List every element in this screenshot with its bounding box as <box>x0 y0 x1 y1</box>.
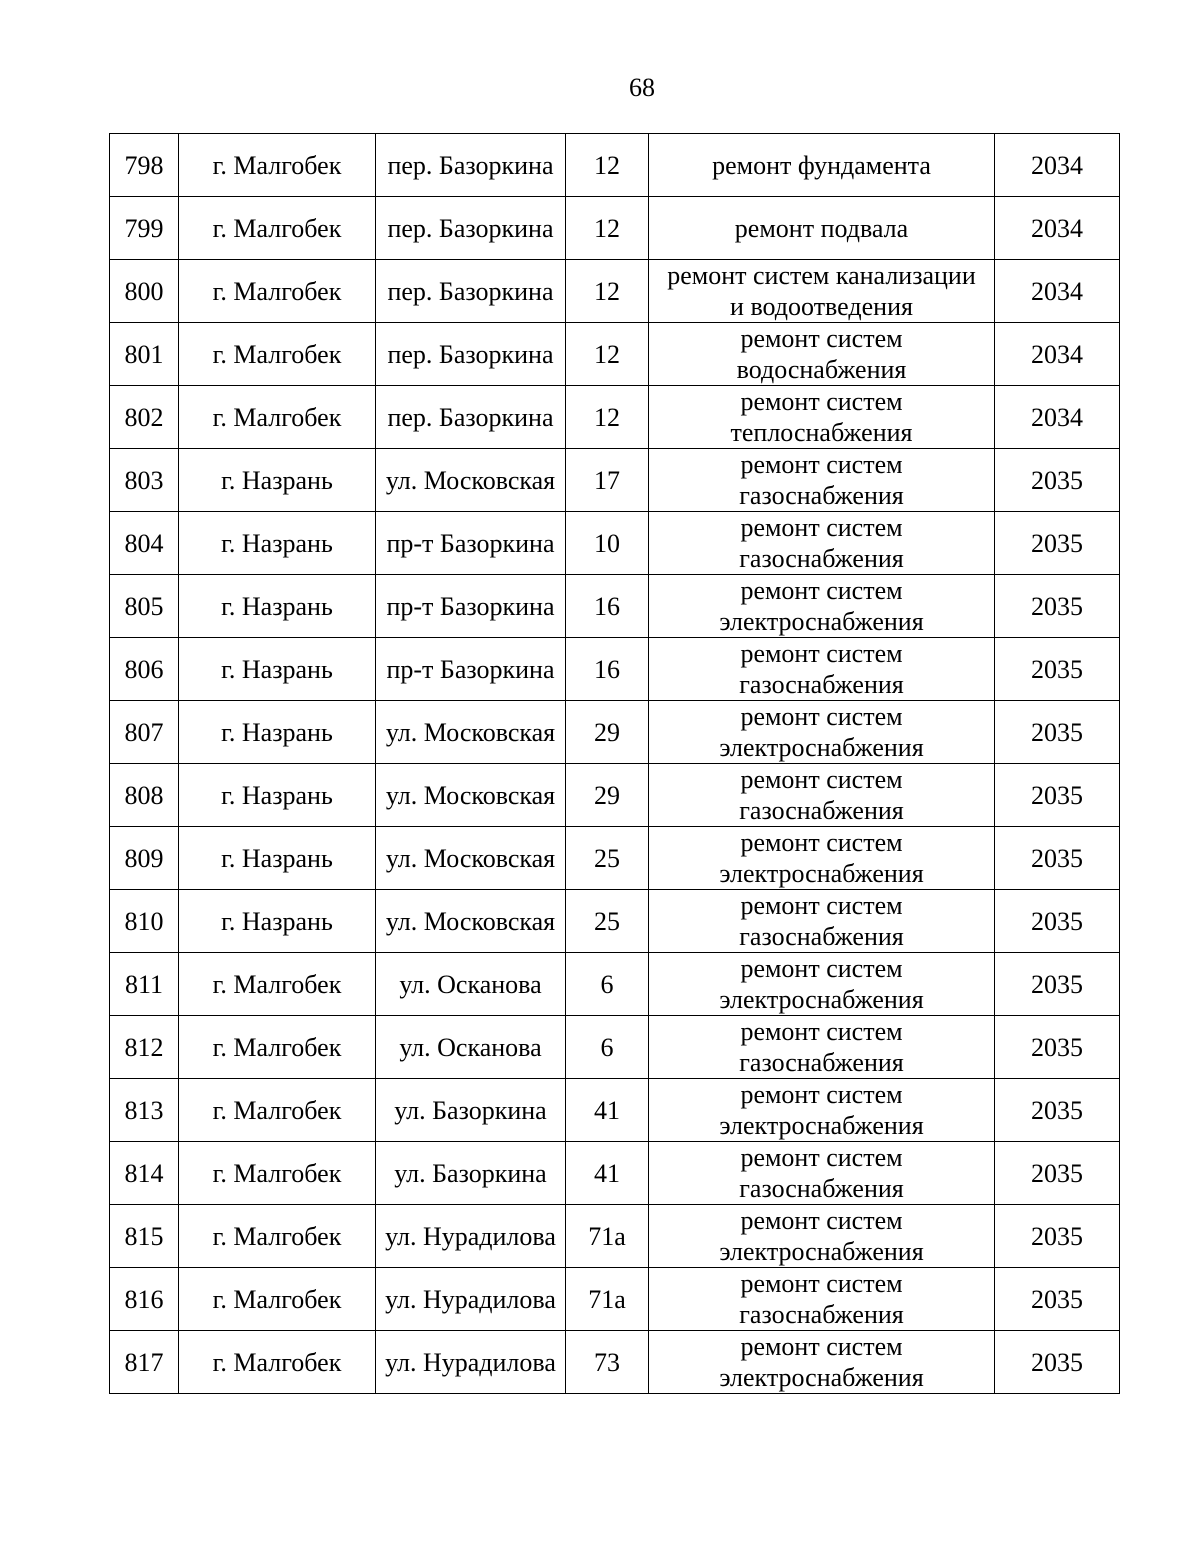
city: г. Назрань <box>179 890 376 953</box>
work-type-line2: газоснабжения <box>739 1174 904 1203</box>
house-number: 41 <box>566 1079 649 1142</box>
house-number: 71а <box>566 1205 649 1268</box>
street: ул. Московская <box>376 701 566 764</box>
year: 2035 <box>995 1205 1120 1268</box>
street: ул. Осканова <box>376 1016 566 1079</box>
work-type-line1: ремонт систем канализации <box>667 261 976 290</box>
row-number: 805 <box>110 575 179 638</box>
city: г. Малгобек <box>179 1079 376 1142</box>
table-row <box>110 638 1120 701</box>
row-number: 807 <box>110 701 179 764</box>
work-type-line1: ремонт фундамента <box>712 150 931 180</box>
row-number: 809 <box>110 827 179 890</box>
year: 2035 <box>995 764 1120 827</box>
street: пер. Базоркина <box>376 386 566 449</box>
row-number: 812 <box>110 1016 179 1079</box>
house-number: 12 <box>566 134 649 197</box>
table-row <box>110 575 1120 638</box>
work-type <box>649 1205 995 1268</box>
work-type <box>649 827 995 890</box>
city: г. Малгобек <box>179 1205 376 1268</box>
year: 2035 <box>995 953 1120 1016</box>
row-number: 808 <box>110 764 179 827</box>
work-type-line2: водоснабжения <box>736 355 907 384</box>
city: г. Назрань <box>179 827 376 890</box>
work-type-line1: ремонт систем <box>740 1143 903 1172</box>
table-row <box>110 449 1120 512</box>
work-type-line2: электроснабжения <box>719 607 924 636</box>
year: 2035 <box>995 512 1120 575</box>
work-type <box>649 323 995 386</box>
row-number: 804 <box>110 512 179 575</box>
work-type-line1: ремонт систем <box>740 1017 903 1046</box>
row-number: 810 <box>110 890 179 953</box>
row-number: 798 <box>110 134 179 197</box>
work-type-line1: ремонт систем <box>740 450 903 479</box>
city: г. Назрань <box>179 638 376 701</box>
street: ул. Осканова <box>376 953 566 1016</box>
house-number: 12 <box>566 197 649 260</box>
table-row <box>110 1079 1120 1142</box>
city: г. Назрань <box>179 449 376 512</box>
year: 2034 <box>995 197 1120 260</box>
table-row <box>110 134 1120 197</box>
street: ул. Нурадилова <box>376 1331 566 1394</box>
row-number: 803 <box>110 449 179 512</box>
city: г. Малгобек <box>179 953 376 1016</box>
work-type-line1: ремонт систем <box>740 1080 903 1109</box>
house-number: 12 <box>566 323 649 386</box>
work-type <box>649 638 995 701</box>
table-row <box>110 1331 1120 1394</box>
work-type <box>649 197 995 260</box>
work-type-line1: ремонт систем <box>740 387 903 416</box>
table-row <box>110 764 1120 827</box>
work-type-line1: ремонт систем <box>740 576 903 605</box>
house-number: 12 <box>566 260 649 323</box>
work-type <box>649 1331 995 1394</box>
row-number: 814 <box>110 1142 179 1205</box>
table-row <box>110 890 1120 953</box>
table-row <box>110 512 1120 575</box>
year: 2034 <box>995 323 1120 386</box>
work-type-line1: ремонт систем <box>740 1332 903 1361</box>
house-number: 16 <box>566 638 649 701</box>
house-number: 73 <box>566 1331 649 1394</box>
street: ул. Базоркина <box>376 1142 566 1205</box>
row-number: 802 <box>110 386 179 449</box>
street: ул. Московская <box>376 449 566 512</box>
work-type-line2: газоснабжения <box>739 1048 904 1077</box>
table-row <box>110 197 1120 260</box>
work-type-line1: ремонт систем <box>740 891 903 920</box>
table-row <box>110 1142 1120 1205</box>
work-type-line2: газоснабжения <box>739 1300 904 1329</box>
work-type <box>649 1142 995 1205</box>
work-type-line2: электроснабжения <box>719 985 924 1014</box>
city: г. Малгобек <box>179 1016 376 1079</box>
city: г. Малгобек <box>179 323 376 386</box>
city: г. Малгобек <box>179 1268 376 1331</box>
year: 2035 <box>995 575 1120 638</box>
table-row <box>110 323 1120 386</box>
house-number: 29 <box>566 764 649 827</box>
street: пер. Базоркина <box>376 260 566 323</box>
city: г. Назрань <box>179 512 376 575</box>
table-row <box>110 1268 1120 1331</box>
work-type <box>649 701 995 764</box>
year: 2035 <box>995 827 1120 890</box>
house-number: 25 <box>566 890 649 953</box>
repair-schedule-table <box>109 133 1120 1394</box>
street: пр-т Базоркина <box>376 575 566 638</box>
work-type-line1: ремонт систем <box>740 765 903 794</box>
work-type-line2: электроснабжения <box>719 1111 924 1140</box>
work-type <box>649 953 995 1016</box>
table-row <box>110 827 1120 890</box>
street: ул. Московская <box>376 764 566 827</box>
year: 2035 <box>995 1079 1120 1142</box>
year: 2035 <box>995 449 1120 512</box>
table-body <box>110 134 1120 1394</box>
city: г. Малгобек <box>179 197 376 260</box>
year: 2035 <box>995 1268 1120 1331</box>
work-type <box>649 449 995 512</box>
street: пер. Базоркина <box>376 197 566 260</box>
city: г. Назрань <box>179 575 376 638</box>
city: г. Малгобек <box>179 1142 376 1205</box>
house-number: 6 <box>566 953 649 1016</box>
table-row <box>110 701 1120 764</box>
work-type <box>649 764 995 827</box>
work-type-line1: ремонт систем <box>740 639 903 668</box>
work-type-line1: ремонт систем <box>740 324 903 353</box>
year: 2035 <box>995 1331 1120 1394</box>
row-number: 816 <box>110 1268 179 1331</box>
city: г. Назрань <box>179 764 376 827</box>
house-number: 29 <box>566 701 649 764</box>
house-number: 16 <box>566 575 649 638</box>
street: ул. Базоркина <box>376 1079 566 1142</box>
work-type-line2: газоснабжения <box>739 670 904 699</box>
work-type-line2: электроснабжения <box>719 1363 924 1392</box>
work-type <box>649 1016 995 1079</box>
row-number: 806 <box>110 638 179 701</box>
house-number: 10 <box>566 512 649 575</box>
work-type-line1: ремонт систем <box>740 513 903 542</box>
street: ул. Нурадилова <box>376 1205 566 1268</box>
city: г. Малгобек <box>179 1331 376 1394</box>
city: г. Малгобек <box>179 386 376 449</box>
work-type-line2: газоснабжения <box>739 544 904 573</box>
work-type <box>649 1268 995 1331</box>
work-type <box>649 386 995 449</box>
street: ул. Нурадилова <box>376 1268 566 1331</box>
work-type-line1: ремонт систем <box>740 954 903 983</box>
row-number: 817 <box>110 1331 179 1394</box>
year: 2035 <box>995 1142 1120 1205</box>
street: ул. Московская <box>376 890 566 953</box>
row-number: 799 <box>110 197 179 260</box>
work-type-line2: и водоотведения <box>730 292 913 321</box>
work-type-line2: теплоснабжения <box>730 418 913 447</box>
year: 2034 <box>995 386 1120 449</box>
year: 2035 <box>995 638 1120 701</box>
work-type-line1: ремонт систем <box>740 702 903 731</box>
street: пер. Базоркина <box>376 323 566 386</box>
street: пер. Базоркина <box>376 134 566 197</box>
year: 2035 <box>995 1016 1120 1079</box>
work-type <box>649 1079 995 1142</box>
house-number: 41 <box>566 1142 649 1205</box>
work-type-line2: газоснабжения <box>739 796 904 825</box>
table-row <box>110 1016 1120 1079</box>
row-number: 813 <box>110 1079 179 1142</box>
work-type-line2: электроснабжения <box>719 1237 924 1266</box>
work-type-line2: электроснабжения <box>719 733 924 762</box>
year: 2034 <box>995 260 1120 323</box>
row-number: 801 <box>110 323 179 386</box>
table-row <box>110 386 1120 449</box>
row-number: 815 <box>110 1205 179 1268</box>
year: 2035 <box>995 890 1120 953</box>
street: пр-т Базоркина <box>376 512 566 575</box>
city: г. Назрань <box>179 701 376 764</box>
work-type <box>649 260 995 323</box>
year: 2034 <box>995 134 1120 197</box>
work-type-line2: газоснабжения <box>739 481 904 510</box>
street: пр-т Базоркина <box>376 638 566 701</box>
work-type-line2: газоснабжения <box>739 922 904 951</box>
house-number: 25 <box>566 827 649 890</box>
row-number: 811 <box>110 953 179 1016</box>
table-row <box>110 1205 1120 1268</box>
work-type <box>649 575 995 638</box>
work-type-line1: ремонт систем <box>740 1206 903 1235</box>
street: ул. Московская <box>376 827 566 890</box>
house-number: 17 <box>566 449 649 512</box>
year: 2035 <box>995 701 1120 764</box>
house-number: 12 <box>566 386 649 449</box>
table-row <box>110 260 1120 323</box>
row-number: 800 <box>110 260 179 323</box>
work-type-line1: ремонт систем <box>740 1269 903 1298</box>
work-type <box>649 890 995 953</box>
table-row <box>110 953 1120 1016</box>
house-number: 6 <box>566 1016 649 1079</box>
city: г. Малгобек <box>179 134 376 197</box>
work-type-line1: ремонт подвала <box>734 213 909 243</box>
work-type <box>649 134 995 197</box>
work-type <box>649 512 995 575</box>
work-type-line2: электроснабжения <box>719 859 924 888</box>
work-type-line1: ремонт систем <box>740 828 903 857</box>
page-number: 68 <box>629 73 655 102</box>
house-number: 71а <box>566 1268 649 1331</box>
city: г. Малгобек <box>179 260 376 323</box>
